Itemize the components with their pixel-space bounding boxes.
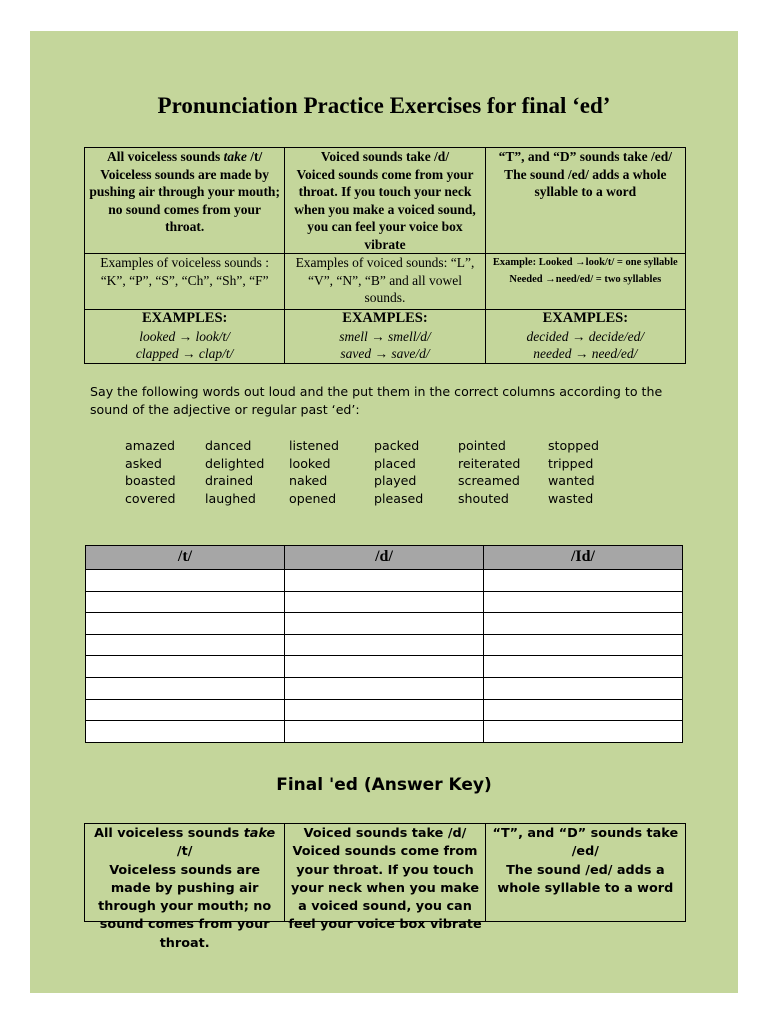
answer-cell[interactable] bbox=[484, 613, 683, 635]
word-column: amazed asked boasted covered bbox=[125, 438, 176, 506]
answer-cell[interactable] bbox=[86, 613, 285, 635]
answer-key-title: Final 'ed (Answer Key) bbox=[276, 775, 492, 795]
answer-cell[interactable] bbox=[86, 721, 285, 743]
answer-cell[interactable] bbox=[484, 570, 683, 592]
table-row bbox=[86, 613, 683, 635]
answer-cell[interactable] bbox=[86, 699, 285, 721]
answer-cell[interactable] bbox=[484, 591, 683, 613]
answer-cell[interactable] bbox=[285, 677, 484, 699]
answer-cell[interactable] bbox=[86, 634, 285, 656]
answer-cell[interactable] bbox=[285, 699, 484, 721]
key-rule-ed: “T”, and “D” sounds take /ed/ The sound /ed/ adds a whole syllable to a word bbox=[485, 824, 685, 922]
answer-cell[interactable] bbox=[484, 677, 683, 699]
answer-cell[interactable] bbox=[285, 634, 484, 656]
examples-voiceless-sounds: Examples of voiceless sounds : “K”, “P”, “S”, “Ch”, “Sh”, “F” bbox=[85, 254, 285, 310]
answer-cell[interactable] bbox=[86, 591, 285, 613]
examples-voiced-sounds: Examples of voiced sounds: “L”, “V”, “N”, “B” and all vowel sounds. bbox=[285, 254, 485, 310]
table-row bbox=[86, 656, 683, 678]
document-page bbox=[30, 31, 738, 993]
answer-cell[interactable] bbox=[285, 591, 484, 613]
table-row bbox=[86, 677, 683, 699]
table-row bbox=[86, 721, 683, 743]
page-title: Pronunciation Practice Exercises for final ‘ed’ bbox=[157, 93, 611, 118]
word-column: danced delighted drained laughed bbox=[205, 438, 265, 506]
rule-voiced: Voiced sounds take /d/ Voiced sounds come from your throat. If you touch your neck when you make a voiced sound, you can feel your voice box vibrate bbox=[285, 148, 485, 254]
word-column: pointed reiterated screamed shouted bbox=[458, 438, 521, 506]
answer-cell[interactable] bbox=[484, 699, 683, 721]
answer-cell[interactable] bbox=[285, 656, 484, 678]
word-column: listened looked naked opened bbox=[289, 438, 339, 506]
key-rule-voiced: Voiced sounds take /d/ Voiced sounds come from your throat. If you touch your neck when you make a voiced sound, you can feel your voice box vibrate bbox=[285, 824, 485, 922]
answer-cell[interactable] bbox=[484, 634, 683, 656]
column-header-id: /Id/ bbox=[484, 546, 683, 570]
answer-cell[interactable] bbox=[285, 721, 484, 743]
key-rule-voiceless: All voiceless sounds take /t/ Voiceless sounds are made by pushing air through your mouth; no sound comes from your throat. bbox=[85, 824, 285, 922]
table-row bbox=[86, 634, 683, 656]
answer-cell[interactable] bbox=[285, 613, 484, 635]
answer-cell[interactable] bbox=[86, 570, 285, 592]
answer-sorting-table bbox=[85, 545, 683, 743]
answer-key-table bbox=[84, 823, 686, 951]
word-column: stopped tripped wanted wasted bbox=[548, 438, 599, 506]
column-header-t: /t/ bbox=[86, 546, 285, 570]
table-row bbox=[86, 591, 683, 613]
answer-cell[interactable] bbox=[86, 656, 285, 678]
rule-ed: “T”, and “D” sounds take /ed/ The sound /ed/ adds a whole syllable to a word bbox=[485, 148, 685, 254]
answer-cell[interactable] bbox=[285, 570, 484, 592]
answer-cell[interactable] bbox=[86, 677, 285, 699]
answer-cell[interactable] bbox=[484, 656, 683, 678]
rule-voiceless: All voiceless sounds take /t/ Voiceless sounds are made by pushing air through your mouth; no sound comes from your throat. bbox=[85, 148, 285, 254]
answer-cell[interactable] bbox=[484, 721, 683, 743]
word-column: packed placed played pleased bbox=[374, 438, 424, 506]
examples-d: EXAMPLES: smell → smell/d/ saved → save/d/ bbox=[285, 310, 485, 364]
rules-table bbox=[84, 147, 686, 364]
examples-syllables: Example: Looked →look/t/ = one syllable Needed →need/ed/ = two syllables bbox=[485, 254, 685, 310]
examples-id: EXAMPLES: decided → decide/ed/ needed → need/ed/ bbox=[485, 310, 685, 364]
table-row bbox=[86, 570, 683, 592]
examples-t: EXAMPLES: looked → look/t/ clapped → clap/t/ bbox=[85, 310, 285, 364]
table-row bbox=[86, 699, 683, 721]
column-header-d: /d/ bbox=[285, 546, 484, 570]
instruction-text: Say the following words out loud and the put them in the correct columns according to the sound of the adjective or regular past ‘ed’: bbox=[90, 384, 663, 417]
